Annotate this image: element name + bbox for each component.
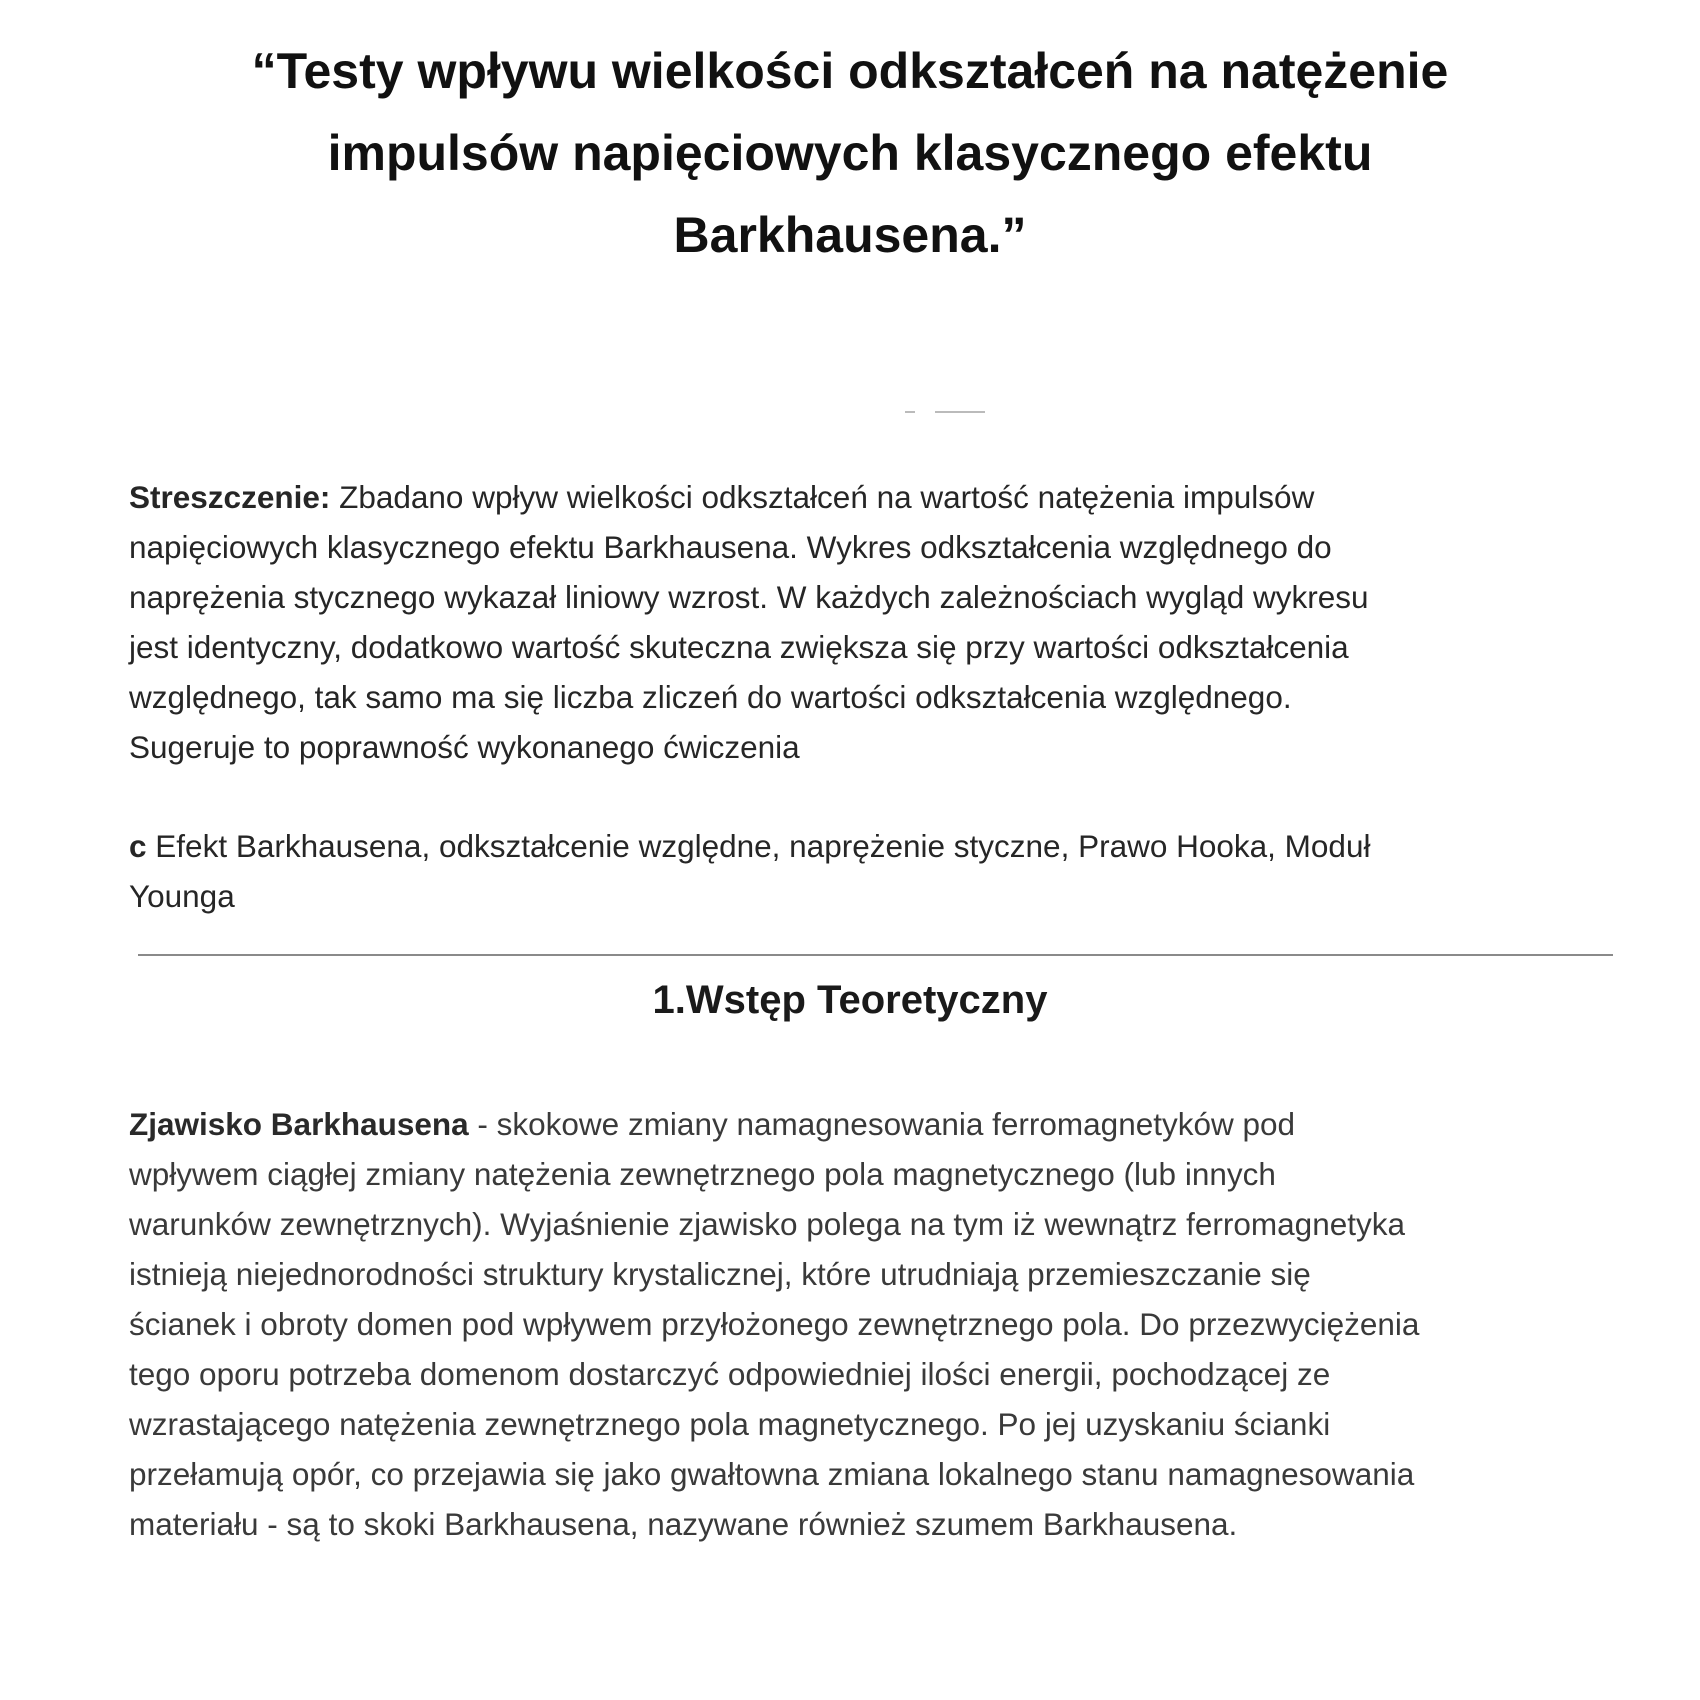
abstract-line: napięciowych klasycznego efektu Barkhausena. Wykres odkształcenia względnego do [129,529,1332,565]
section-line: wpływem ciągłej zmiany natężenia zewnętrznego pola magnetycznego (lub innych [129,1156,1276,1192]
abstract-label: Streszczenie: [129,479,331,515]
horizontal-divider [138,954,1613,956]
abstract-paragraph [129,472,1369,772]
section-line: ścianek i obroty domen pod wpływem przyłożonego zewnętrznego pola. Do przezwyciężenia [129,1306,1420,1342]
section-line: materiału - są to skoki Barkhausena, nazywane również szumem Barkhausena. [129,1506,1238,1542]
abstract-line: Sugeruje to poprawność wykonanego ćwiczenia [129,729,800,765]
section-line: warunków zewnętrznych). Wyjaśnienie zjawisko polega na tym iż wewnątrz ferromagnetyka [129,1206,1405,1242]
keywords-paragraph [129,821,1370,921]
document-title [0,30,1700,276]
abstract-line: naprężenia stycznego wykazał liniowy wzrost. W każdych zależnościach wygląd wykresu [129,579,1369,615]
section-line: istnieją niejednorodności struktury krystalicznej, które utrudniają przemieszczanie się [129,1256,1311,1292]
title-line: Barkhausena.” [673,207,1027,263]
title-line: “Testy wpływu wielkości odkształceń na natężenie [251,43,1449,99]
section-term: Zjawisko Barkhausena [129,1106,469,1142]
scan-artifact [905,411,915,413]
abstract-line: jest identyczny, dodatkowo wartość skuteczna zwiększa się przy wartości odkształcenia [129,629,1349,665]
section-line: - skokowe zmiany namagnesowania ferromagnetyków pod [468,1106,1296,1142]
abstract-line: względnego, tak samo ma się liczba zliczeń do wartości odkształcenia względnego. [129,679,1292,715]
title-line: impulsów napięciowych klasycznego efektu [327,125,1373,181]
section-heading: 1.Wstęp Teoretyczny [652,978,1048,1022]
scan-artifact [935,411,985,413]
abstract-line: Zbadano wpływ wielkości odkształceń na wartość natężenia impulsów [330,479,1315,515]
keywords-line: Efekt Barkhausena, odkształcenie względne, naprężenie styczne, Prawo Hooka, Moduł [146,828,1371,864]
section-paragraph [129,1099,1419,1549]
section-line: wzrastającego natężenia zewnętrznego pola magnetycznego. Po jej uzyskaniu ścianki [129,1406,1331,1442]
keywords-label: c [129,828,147,864]
section-line: przełamują opór, co przejawia się jako gwałtowna zmiana lokalnego stanu namagnesowania [129,1456,1415,1492]
keywords-line: Younga [129,878,235,914]
section-line: tego oporu potrzeba domenom dostarczyć odpowiedniej ilości energii, pochodzącej ze [129,1356,1331,1392]
